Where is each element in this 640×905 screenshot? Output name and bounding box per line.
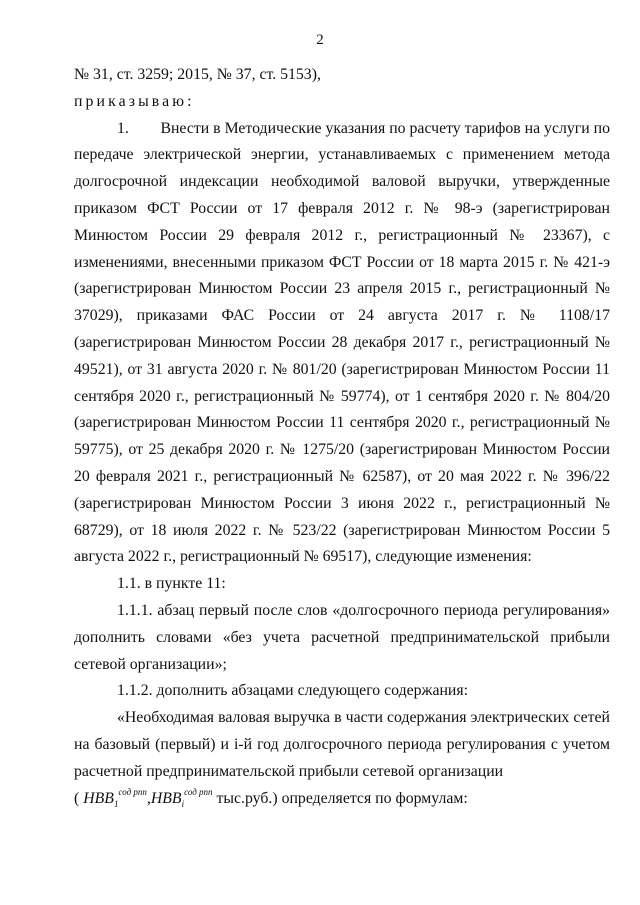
formula-symbol: НВВ: [83, 789, 114, 807]
formula-superscript: сод рпп: [118, 787, 147, 798]
formula-term-base: [83, 786, 147, 813]
formula-after-text: тыс.руб.) определяется по формулам:: [216, 789, 468, 807]
paragraph-item-1-1: 1.1. в пункте 11:: [117, 575, 226, 593]
paragraph-item-1-1-2: 1.1.2. дополнить абзацами следующего содержания:: [117, 682, 469, 700]
legal-refs-line: № 31, ст. 3259; 2015, № 37, ст. 5153),: [74, 66, 321, 83]
formula-line: [74, 786, 610, 813]
formula-superscript: сод рпп: [184, 787, 213, 798]
decree-word: приказываю:: [74, 92, 195, 110]
paragraph-item-1: 1. Внести в Методические указания по расчету тарифов на услуги по передаче электрической энергии, устанавливаемых с применением метода долгосрочной индексации необходимой валовой выручки, утвержденные приказом ФСТ России от 17 февраля 2012 г. № 98-э (зарегистрирован Минюстом России 29 февраля 2012 г., регистрационный № 23367), с изменениями, внесенными приказом ФСТ России от 18 марта 2015 г. № 421-э (зарегистрирован Минюстом России 23 апреля 2015 г., регистрационный № 37029), приказами ФАС России от 24 августа 2017 г. № 1108/17 (зарегистрирован Минюстом России 28 декабря 2017 г., регистрационный № 49521), от 31 августа 2020 г. № 801/20 (зарегистрирован Минюстом России 11 сентября 2020 г., регистрационный № 59774), от 1 сентября 2020 г. № 804/20 (зарегистрирован Минюстом России 11 сентября 2020 г., регистрационный № 59775), от 25 декабря 2020 г. № 1275/20 (зарегистрирован Минюстом России 20 февраля 2021 г., регистрационный № 62587), от 20 мая 2022 г. № 396/22 (зарегистрирован Минюстом России 3 июня 2022 г., регистрационный № 68729), от 18 июля 2022 г. № 523/22 (зарегистрирован Минюстом России 5 августа 2022 г., регистрационный № 69517), следующие изменения:: [74, 119, 610, 566]
formula-separator: ,: [146, 789, 151, 807]
document-body: [74, 62, 610, 812]
paragraph-quote: «Необходимая валовая выручка в части содержания электрических сетей на базовый (первый) и i-й год долгосрочного периода регулирования с учетом расчетной предпринимательской прибыли сетевой организации: [74, 709, 610, 780]
formula-open-paren: (: [74, 789, 80, 807]
formula-subscript: i: [181, 798, 185, 809]
formula-symbol: НВВ: [150, 789, 182, 807]
paragraph-item-1-1-1: 1.1.1. абзац первый после слов «долгосрочного периода регулирования» дополнить словами «без учета расчетной предпринимательской прибыли сетевой организации»;: [74, 601, 610, 673]
formula-subscript: 1: [113, 798, 119, 809]
page-number: 2: [316, 32, 324, 48]
formula-term-i: [151, 786, 213, 813]
